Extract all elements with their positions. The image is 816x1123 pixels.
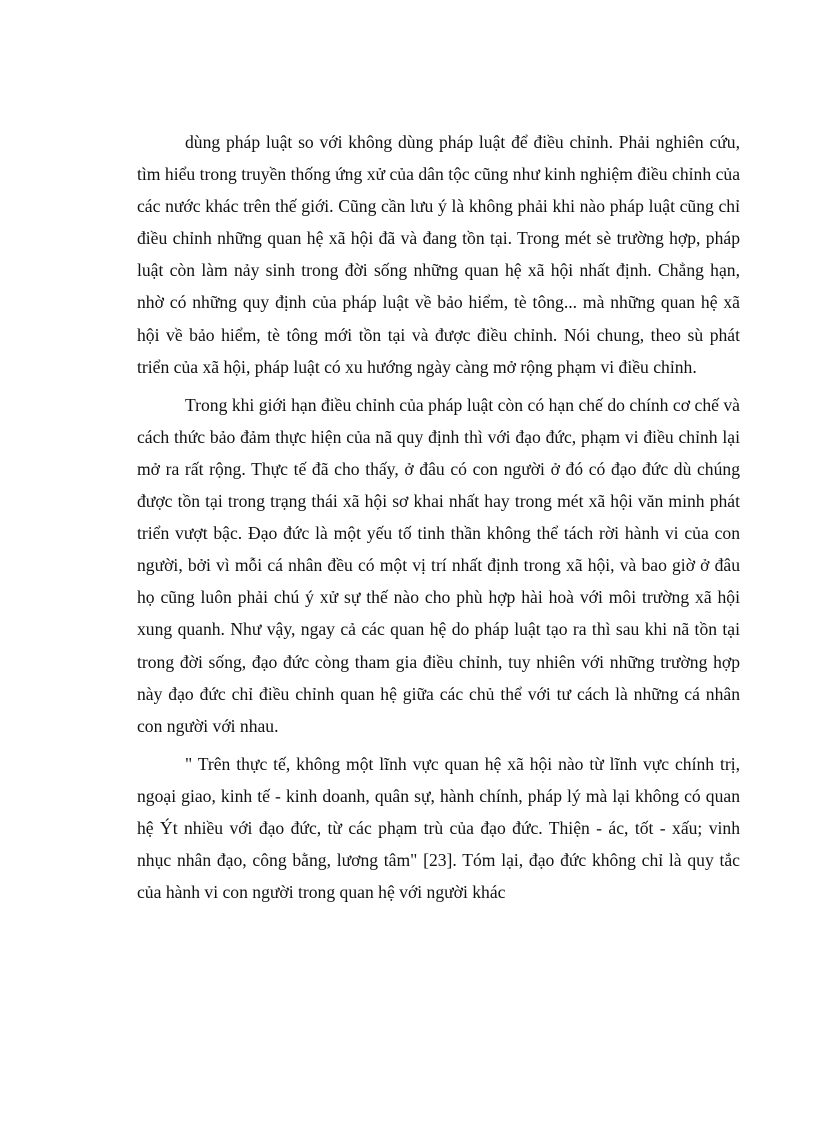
paragraph-3: " Trên thực tế, không một lĩnh vực quan hệ xã hội nào từ lĩnh vực chính trị, ngoại giao, kinh tế - kinh doanh, quân sự, hành chính, pháp lý mà lại không có quan hệ Ýt nhiều với đạo đức, từ các phạm trù của đạo đức. Thiện - ác, tốt - xấu; vinh nhục nhân đạo, công bằng, lương tâm" [23]. Tóm lại, đạo đức không chỉ là quy tắc của hành vi con người trong quan hệ với người khác (137, 753, 740, 903)
paragraph-2: Trong khi giới hạn điều chỉnh của pháp luật còn có hạn chế do chính cơ chế và cách thức bảo đảm thực hiện của nã quy định thì với đạo đức, phạm vi điều chỉnh lại mở ra rất rộng. Thực tế đã cho thấy, ở đâu có con người ở đó có đạo đức dù chúng được tồn tại trong trạng thái xã hội sơ khai nhất hay trong mét xã hội văn minh phát triển vượt bậc. Đạo đức là một yếu tố tinh thần không thể tách rời hành vi của con người, bởi vì mỗi cá nhân đều có một vị trí nhất định trong xã hội, và bao giờ ở đâu họ cũng luôn phải chú ý xử sự thế nào cho phù hợp hài hoà với môi trường xã hội xung quanh. Như vậy, ngay cả các quan hệ do pháp luật tạo ra thì sau khi nã tồn tại trong đời sống, đạo đức còng tham gia điều chỉnh, tuy nhiên với những trường hợp này đạo đức chỉ điều chỉnh quan hệ giữa các chủ thể với tư cách là những cá nhân con người với nhau. (137, 394, 740, 736)
document-page (137, 126, 740, 914)
paragraph-1: dùng pháp luật so với không dùng pháp luật để điều chỉnh. Phải nghiên cứu, tìm hiểu trong truyền thống ứng xử của dân tộc cũng như kinh nghiệm điều chỉnh của các nước khác trên thế giới. Cũng cần lưu ý là không phải khi nào pháp luật cũng chỉ điều chỉnh những quan hệ xã hội đã và đang tồn tại. Trong mét sè trường hợp, pháp luật còn làm nảy sinh trong đời sống những quan hệ xã hội nhất định. Chẳng hạn, nhờ có những quy định của pháp luật về bảo hiểm, tè tông... mà những quan hệ xã hội về bảo hiểm, tè tông mới tồn tại và được điều chỉnh. Nói chung, theo sù phát triển của xã hội, pháp luật có xu hướng ngày càng mở rộng phạm vi điều chỉnh. (137, 132, 740, 377)
